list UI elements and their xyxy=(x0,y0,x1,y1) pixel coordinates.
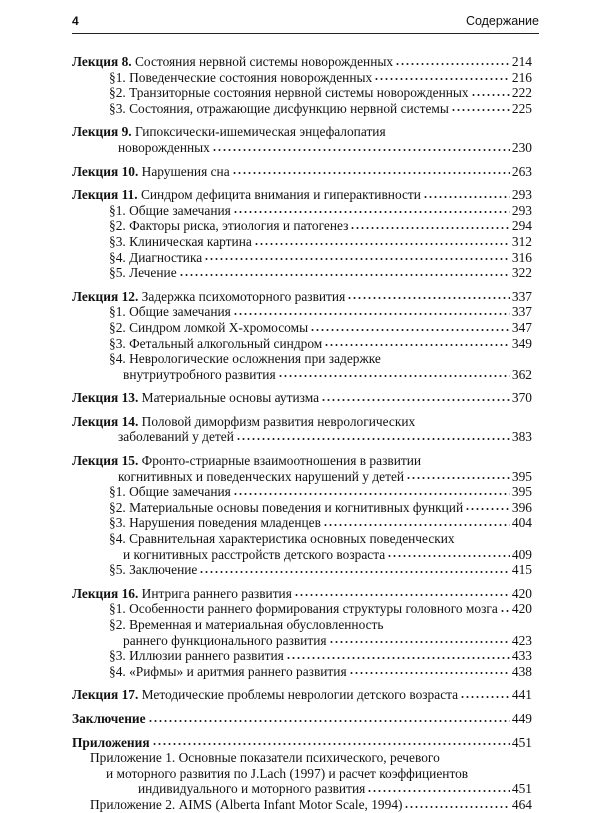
toc-page-number: 293 xyxy=(511,187,532,203)
dot-leader xyxy=(232,171,510,175)
toc-page-number: 216 xyxy=(511,69,532,85)
toc-entry-text: §1. Особенности раннего формирования структуры головного мозга xyxy=(109,601,498,617)
toc-page-number: 322 xyxy=(511,265,532,281)
toc-entry-title xyxy=(123,633,327,649)
toc-entry-title xyxy=(109,218,348,234)
dot-leader xyxy=(179,273,510,277)
toc-entry-text: Приложение 2. AIMS (Alberta Infant Motor Scale, 1994) xyxy=(90,796,403,812)
toc-entry-text: §5. Заключение xyxy=(109,562,198,578)
toc-entry-text: §1. Поведенческие состояния новорожденных xyxy=(109,69,373,85)
toc-entry-text: Фронто-стриарные взаимоотношения в развитии xyxy=(141,453,422,469)
toc-page-number: 433 xyxy=(511,648,532,664)
toc-entry-line[interactable] xyxy=(72,85,532,101)
toc-entry-line[interactable] xyxy=(72,250,532,266)
toc-entry-title xyxy=(109,336,322,352)
toc-entry-line xyxy=(72,414,532,430)
toc-entry-label: Лекция 16. xyxy=(72,585,139,601)
toc-entry-text: §4. Диагностика xyxy=(109,249,203,265)
toc-entry-title xyxy=(90,797,402,813)
dot-leader xyxy=(324,343,510,347)
toc-entry-line[interactable] xyxy=(72,515,532,531)
toc-entry-text: Методические проблемы неврологии детского возраста xyxy=(141,687,459,703)
toc-entry-title xyxy=(109,250,202,266)
toc-entry-line[interactable] xyxy=(72,797,532,813)
toc-page-number: 441 xyxy=(511,687,532,703)
toc-entry-line xyxy=(72,750,532,766)
dot-leader xyxy=(423,195,510,199)
toc-entry-title xyxy=(72,390,319,406)
spacer xyxy=(72,116,532,124)
lecture-group xyxy=(72,586,532,680)
toc-entry-title xyxy=(72,735,150,751)
dot-leader xyxy=(367,789,510,793)
dot-leader xyxy=(294,593,510,597)
toc-entry-title xyxy=(109,601,498,617)
page-number: 4 xyxy=(72,14,79,28)
toc-entry-text: Приложение 1. Основные показатели психического, речевого xyxy=(90,750,440,766)
dot-leader xyxy=(465,507,510,511)
lecture-group xyxy=(72,164,532,180)
toc-entry-title xyxy=(118,469,404,485)
toc-entry-label: Приложения xyxy=(72,734,150,750)
dot-leader xyxy=(233,492,510,496)
toc-entry-text: новорожденных xyxy=(118,139,210,155)
toc-entry-title xyxy=(109,234,252,250)
dot-leader xyxy=(347,296,510,300)
toc-page-number: 347 xyxy=(511,319,532,335)
toc-entry-line xyxy=(72,351,532,367)
toc-entry-title xyxy=(138,781,365,797)
toc-entry-title xyxy=(123,367,276,383)
toc-page-number: 312 xyxy=(511,233,532,249)
toc-entry-text: §2. Временная и материальная обусловленность xyxy=(109,617,384,632)
toc-page-number: 423 xyxy=(511,632,532,648)
toc-entry-title xyxy=(109,101,449,117)
dot-leader xyxy=(286,656,510,660)
toc-page-number: 438 xyxy=(511,663,532,679)
dot-leader xyxy=(199,570,510,574)
spacer xyxy=(72,179,532,187)
toc-entry-line[interactable] xyxy=(72,562,532,578)
dot-leader xyxy=(236,437,510,441)
toc-entry-title xyxy=(109,304,231,320)
toc-entry-text: Гипоксически-ишемическая энцефалопатия xyxy=(134,124,386,140)
toc-page-number: 396 xyxy=(511,499,532,515)
toc-entry-title xyxy=(109,648,284,664)
toc-entry-text: Интрига раннего развития xyxy=(141,585,292,601)
toc-entry-line[interactable] xyxy=(72,140,532,156)
toc-page-number: 383 xyxy=(511,429,532,445)
toc-entry-text: §2. Материальные основы поведения и когнитивных функций xyxy=(109,499,464,515)
toc-entry-text: заболеваний у детей xyxy=(118,429,234,445)
toc-entry-text: §3. Иллюзии раннего развития xyxy=(109,648,284,664)
toc-entry-line[interactable] xyxy=(72,304,532,320)
toc-page-number: 337 xyxy=(511,288,532,304)
toc-entry-line[interactable] xyxy=(72,265,532,281)
toc-entry-line[interactable] xyxy=(72,164,532,180)
toc-entry-label: Заключение xyxy=(72,710,146,726)
toc-entry-text: §3. Состояния, отражающие дисфункцию нервной системы xyxy=(109,100,449,116)
dot-leader xyxy=(349,671,510,675)
lecture-group xyxy=(72,187,532,281)
dot-leader xyxy=(233,312,510,316)
dot-leader xyxy=(310,328,510,332)
toc-entry-text: §1. Общие замечания xyxy=(109,202,231,218)
dot-leader xyxy=(323,523,510,527)
toc-entry-title xyxy=(118,140,210,156)
toc-entry-text: когнитивных и поведенческих нарушений у детей xyxy=(118,468,405,484)
lecture-group xyxy=(72,414,532,445)
toc-entry-title xyxy=(109,500,463,516)
toc-entry-line[interactable] xyxy=(72,187,532,203)
spacer xyxy=(72,703,532,711)
toc-entry-title xyxy=(109,320,308,336)
toc-entry-line[interactable] xyxy=(72,203,532,219)
toc-entry-line[interactable] xyxy=(72,601,532,617)
toc-entry-title xyxy=(123,547,385,563)
table-of-contents xyxy=(72,54,532,813)
toc-page-number: 263 xyxy=(511,163,532,179)
toc-entry-text: Половой диморфизм развития неврологических xyxy=(141,413,416,429)
toc-entry-text: §2. Синдром ломкой X-хромосомы xyxy=(109,319,309,335)
toc-entry-text: Синдром дефицита внимания и гиперактивности xyxy=(140,187,421,203)
toc-entry-line xyxy=(72,453,532,469)
toc-entry-line[interactable] xyxy=(72,429,532,445)
toc-entry-label: Лекция 12. xyxy=(72,288,139,304)
toc-entry-line[interactable] xyxy=(72,500,532,516)
toc-entry-line xyxy=(72,617,532,633)
toc-page-number: 420 xyxy=(511,585,532,601)
toc-page-number: 451 xyxy=(511,781,532,797)
toc-entry-line[interactable] xyxy=(72,664,532,680)
toc-page-number: 214 xyxy=(511,54,532,69)
dot-leader xyxy=(460,695,510,699)
toc-entry-label: Лекция 17. xyxy=(72,687,139,703)
toc-entry-line[interactable] xyxy=(72,320,532,336)
dot-leader xyxy=(329,640,510,644)
toc-entry-text: внутриутробного развития xyxy=(123,366,276,382)
toc-entry-label: Лекция 13. xyxy=(72,390,139,406)
toc-entry-text: §3. Клиническая картина xyxy=(109,233,252,249)
toc-page-number: 415 xyxy=(511,562,532,578)
toc-entry-label: Лекция 10. xyxy=(72,163,139,179)
spacer xyxy=(72,281,532,289)
toc-entry-line[interactable] xyxy=(72,234,532,250)
dot-leader xyxy=(395,62,510,66)
toc-entry-line[interactable] xyxy=(72,101,532,117)
toc-entry-title xyxy=(72,289,345,305)
toc-page-number: 451 xyxy=(511,734,532,750)
toc-entry-line[interactable] xyxy=(72,336,532,352)
dot-leader xyxy=(451,108,510,112)
toc-page-number: 362 xyxy=(511,366,532,382)
toc-entry-text: §4. «Рифмы» и аритмия раннего развития xyxy=(109,663,347,679)
toc-entry-line[interactable] xyxy=(72,54,532,70)
toc-entry-title xyxy=(109,664,347,680)
toc-entry-text: Нарушения сна xyxy=(141,163,230,179)
toc-page-number: 349 xyxy=(511,335,532,351)
toc-entry-line[interactable] xyxy=(72,648,532,664)
dot-leader xyxy=(387,554,510,558)
toc-entry-line xyxy=(72,766,532,782)
toc-entry-text: Состояния нервной системы новорожденных xyxy=(134,54,394,69)
toc-entry-title xyxy=(109,515,321,531)
toc-entry-text: индивидуального и моторного развития xyxy=(138,781,366,797)
spacer xyxy=(72,727,532,735)
toc-entry-title xyxy=(72,586,292,602)
toc-entry-text: §4. Сравнительная характеристика основных поведенческих xyxy=(109,531,455,547)
toc-entry-line[interactable] xyxy=(72,484,532,500)
toc-page-number: 230 xyxy=(511,139,532,155)
toc-entry-line[interactable] xyxy=(72,633,532,649)
toc-page-number: 293 xyxy=(511,202,532,218)
toc-entry-title xyxy=(109,85,469,101)
toc-entry-title xyxy=(72,711,146,727)
toc-entry-line xyxy=(72,124,532,140)
toc-entry-line[interactable] xyxy=(72,367,532,383)
toc-entry-text: §4. Неврологические осложнения при задержке xyxy=(109,351,381,367)
toc-entry-text: §2. Транзиторные состояния нервной системы новорожденных xyxy=(109,85,469,101)
toc-page-number: 420 xyxy=(511,601,532,617)
toc-page-number: 409 xyxy=(511,546,532,562)
lecture-group xyxy=(72,54,532,116)
dot-leader xyxy=(212,148,510,152)
lecture-group xyxy=(72,289,532,383)
running-title: Содержание xyxy=(465,14,539,28)
toc-entry-title xyxy=(72,164,230,180)
dot-leader xyxy=(321,398,510,402)
toc-entry-title xyxy=(109,265,177,281)
lecture-group xyxy=(72,124,532,155)
toc-entry-title xyxy=(109,484,231,500)
toc-entry-line[interactable] xyxy=(72,687,532,703)
toc-entry-title xyxy=(109,70,372,86)
spacer xyxy=(72,156,532,164)
lecture-group xyxy=(72,390,532,406)
dot-leader xyxy=(152,742,510,746)
spacer xyxy=(72,578,532,586)
toc-entry-line[interactable] xyxy=(72,70,532,86)
toc-entry-text: §2. Факторы риска, этиология и патогенез xyxy=(109,218,349,234)
toc-entry-text: и когнитивных расстройств детского возраста xyxy=(123,546,386,562)
dot-leader xyxy=(471,93,510,97)
toc-entry-line[interactable] xyxy=(72,735,532,751)
toc-entry-line[interactable] xyxy=(72,781,532,797)
toc-page-number: 225 xyxy=(511,100,532,116)
toc-entry-line[interactable] xyxy=(72,218,532,234)
toc-entry-line[interactable] xyxy=(72,547,532,563)
spacer xyxy=(72,679,532,687)
toc-entry-line[interactable] xyxy=(72,469,532,485)
toc-entry-title xyxy=(72,687,458,703)
toc-page-number: 294 xyxy=(511,218,532,234)
toc-page-number: 464 xyxy=(511,796,532,812)
toc-entry-title xyxy=(109,203,231,219)
toc-entry-line[interactable] xyxy=(72,711,532,727)
toc-page-number: 404 xyxy=(511,515,532,531)
toc-entry-text: раннего функционального развития xyxy=(123,632,327,648)
toc-entry-label: Лекция 8. xyxy=(72,54,132,69)
toc-entry-title xyxy=(118,429,234,445)
toc-page-number: 316 xyxy=(511,249,532,265)
dot-leader xyxy=(204,257,510,261)
dot-leader xyxy=(404,805,509,809)
toc-page-number: 222 xyxy=(511,85,532,101)
dot-leader xyxy=(233,210,510,214)
toc-entry-text: §1. Общие замечания xyxy=(109,484,231,500)
toc-page-number: 370 xyxy=(511,390,532,406)
toc-entry-label: Лекция 14. xyxy=(72,413,139,429)
dot-leader xyxy=(278,374,510,378)
toc-entry-label: Лекция 11. xyxy=(72,187,138,203)
spacer xyxy=(72,406,532,414)
toc-entry-title xyxy=(109,562,197,578)
toc-entry-text: §3. Фетальный алкогольный синдром xyxy=(109,335,323,351)
lecture-group xyxy=(72,687,532,703)
dot-leader xyxy=(148,719,510,723)
toc-entry-text: и моторного развития по J.Lach (1997) и расчет коэффициентов xyxy=(106,765,469,781)
toc-page-number: 395 xyxy=(511,468,532,484)
toc-page-number: 449 xyxy=(511,710,532,726)
spacer xyxy=(72,382,532,390)
toc-entry-text: §5. Лечение xyxy=(109,265,177,281)
toc-page-number: 337 xyxy=(511,304,532,320)
toc-entry-line[interactable] xyxy=(72,390,532,406)
dot-leader xyxy=(374,77,510,81)
toc-entry-text: Задержка психомоторного развития xyxy=(141,288,346,304)
toc-entry-line[interactable] xyxy=(72,289,532,305)
dot-leader xyxy=(350,226,510,230)
toc-entry-text: §1. Общие замечания xyxy=(109,304,231,320)
toc-page-number: 395 xyxy=(511,484,532,500)
toc-entry-text: §3. Нарушения поведения младенцев xyxy=(109,515,321,531)
toc-entry-text: Материальные основы аутизма xyxy=(141,390,320,406)
dot-leader xyxy=(500,609,510,613)
toc-entry-title xyxy=(72,187,421,203)
page-header xyxy=(72,10,539,34)
toc-entry-label: Лекция 9. xyxy=(72,124,132,140)
toc-entry-line[interactable] xyxy=(72,586,532,602)
lecture-group xyxy=(72,453,532,578)
toc-entry-title xyxy=(72,54,393,70)
toc-entry-line xyxy=(72,531,532,547)
spacer xyxy=(72,445,532,453)
dot-leader xyxy=(406,476,510,480)
dot-leader xyxy=(254,242,510,246)
toc-entry-label: Лекция 15. xyxy=(72,453,139,469)
